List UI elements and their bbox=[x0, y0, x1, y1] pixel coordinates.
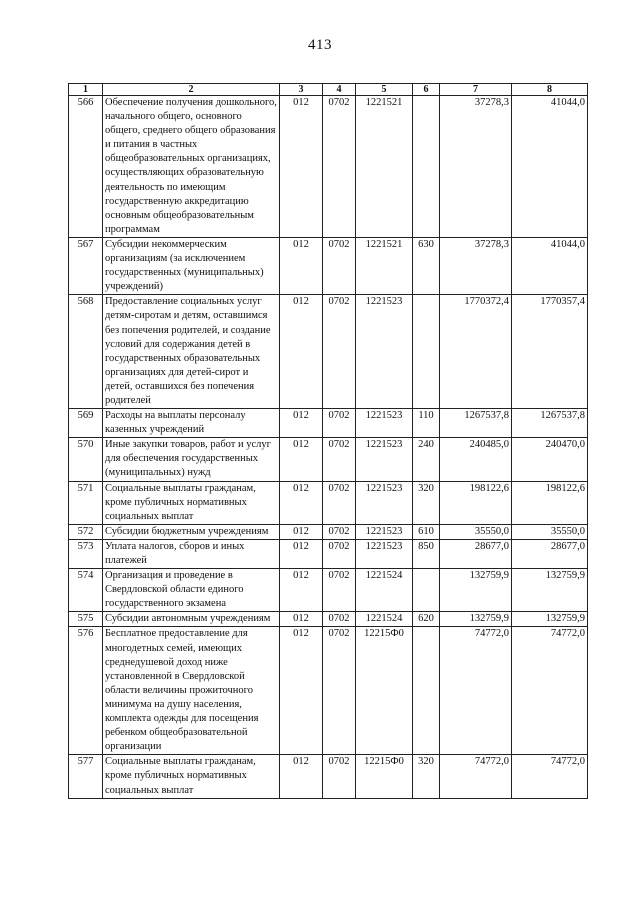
row-number: 572 bbox=[69, 524, 103, 539]
row-value-8: 28677,0 bbox=[512, 539, 588, 568]
row-number: 568 bbox=[69, 295, 103, 409]
row-code-5: 12215Ф0 bbox=[356, 755, 413, 798]
row-code-5: 1221521 bbox=[356, 96, 413, 238]
row-code-5: 1221521 bbox=[356, 237, 413, 294]
row-code-6: 630 bbox=[413, 237, 440, 294]
row-code-4: 0702 bbox=[323, 295, 356, 409]
row-number: 573 bbox=[69, 539, 103, 568]
row-code-6: 110 bbox=[413, 409, 440, 438]
row-code-3: 012 bbox=[280, 237, 323, 294]
row-code-3: 012 bbox=[280, 569, 323, 612]
row-code-3: 012 bbox=[280, 481, 323, 524]
row-value-8: 74772,0 bbox=[512, 627, 588, 755]
row-code-4: 0702 bbox=[323, 481, 356, 524]
row-value-8: 35550,0 bbox=[512, 524, 588, 539]
row-code-5: 12215Ф0 bbox=[356, 627, 413, 755]
row-code-3: 012 bbox=[280, 524, 323, 539]
row-code-4: 0702 bbox=[323, 409, 356, 438]
table-row bbox=[69, 539, 588, 568]
table-row bbox=[69, 612, 588, 627]
row-code-5: 1221524 bbox=[356, 569, 413, 612]
row-number: 566 bbox=[69, 96, 103, 238]
row-name: Организация и проведение в Свердловской области единого государственного экзамена bbox=[103, 569, 280, 612]
row-code-3: 012 bbox=[280, 96, 323, 238]
row-name: Субсидии некоммерческим организациям (за исключением государственных (муниципальных) учреждений) bbox=[103, 237, 280, 294]
row-value-7: 74772,0 bbox=[440, 627, 512, 755]
row-code-6 bbox=[413, 295, 440, 409]
header-col-6: 6 bbox=[413, 84, 440, 96]
row-code-3: 012 bbox=[280, 409, 323, 438]
row-name: Бесплатное предоставление для многодетных семей, имеющих среднедушевой доход ниже установленной в Свердловской области величины прожиточного минимума на душу населения, комплекта одежды для посещения ребенком общеобразовательной организации bbox=[103, 627, 280, 755]
row-code-5: 1221523 bbox=[356, 539, 413, 568]
header-col-8: 8 bbox=[512, 84, 588, 96]
row-value-8: 1267537,8 bbox=[512, 409, 588, 438]
table-row bbox=[69, 237, 588, 294]
row-value-7: 240485,0 bbox=[440, 438, 512, 481]
row-value-8: 240470,0 bbox=[512, 438, 588, 481]
row-value-7: 74772,0 bbox=[440, 755, 512, 798]
header-col-7: 7 bbox=[440, 84, 512, 96]
row-value-7: 132759,9 bbox=[440, 612, 512, 627]
header-col-1: 1 bbox=[69, 84, 103, 96]
row-code-6 bbox=[413, 96, 440, 238]
row-name: Социальные выплаты гражданам, кроме публичных нормативных социальных выплат bbox=[103, 481, 280, 524]
row-name: Субсидии бюджетным учреждениям bbox=[103, 524, 280, 539]
row-number: 574 bbox=[69, 569, 103, 612]
row-number: 570 bbox=[69, 438, 103, 481]
row-code-5: 1221523 bbox=[356, 295, 413, 409]
row-code-6 bbox=[413, 627, 440, 755]
row-code-4: 0702 bbox=[323, 524, 356, 539]
row-code-4: 0702 bbox=[323, 539, 356, 568]
row-code-4: 0702 bbox=[323, 627, 356, 755]
row-value-8: 132759,9 bbox=[512, 612, 588, 627]
row-name: Социальные выплаты гражданам, кроме публичных нормативных социальных выплат bbox=[103, 755, 280, 798]
header-col-2: 2 bbox=[103, 84, 280, 96]
row-code-4: 0702 bbox=[323, 569, 356, 612]
row-value-8: 41044,0 bbox=[512, 96, 588, 238]
table-row bbox=[69, 627, 588, 755]
header-col-4: 4 bbox=[323, 84, 356, 96]
row-code-5: 1221523 bbox=[356, 524, 413, 539]
row-name: Обеспечение получения дошкольного, начального общего, основного общего, среднего общего образования и питания в частных общеобразовательных организациях, осуществляющих образовательную деятельность по имеющим государственную аккредитацию основным общеобразовательным программам bbox=[103, 96, 280, 238]
header-col-3: 3 bbox=[280, 84, 323, 96]
row-number: 577 bbox=[69, 755, 103, 798]
row-code-4: 0702 bbox=[323, 96, 356, 238]
header-col-5: 5 bbox=[356, 84, 413, 96]
row-name: Расходы на выплаты персоналу казенных учреждений bbox=[103, 409, 280, 438]
row-code-5: 1221523 bbox=[356, 481, 413, 524]
row-value-8: 74772,0 bbox=[512, 755, 588, 798]
row-code-3: 012 bbox=[280, 612, 323, 627]
table-row bbox=[69, 96, 588, 238]
row-number: 567 bbox=[69, 237, 103, 294]
row-code-6: 850 bbox=[413, 539, 440, 568]
row-code-3: 012 bbox=[280, 627, 323, 755]
row-code-6 bbox=[413, 569, 440, 612]
row-code-6: 610 bbox=[413, 524, 440, 539]
row-value-7: 28677,0 bbox=[440, 539, 512, 568]
row-number: 569 bbox=[69, 409, 103, 438]
row-code-3: 012 bbox=[280, 539, 323, 568]
table-row bbox=[69, 524, 588, 539]
row-name: Иные закупки товаров, работ и услуг для обеспечения государственных (муниципальных) нужд bbox=[103, 438, 280, 481]
row-code-3: 012 bbox=[280, 755, 323, 798]
table-row bbox=[69, 295, 588, 409]
row-code-6: 320 bbox=[413, 481, 440, 524]
row-code-6: 620 bbox=[413, 612, 440, 627]
row-value-7: 1770372,4 bbox=[440, 295, 512, 409]
row-code-4: 0702 bbox=[323, 237, 356, 294]
row-value-7: 1267537,8 bbox=[440, 409, 512, 438]
row-value-7: 37278,3 bbox=[440, 237, 512, 294]
row-code-5: 1221523 bbox=[356, 409, 413, 438]
row-value-8: 1770357,4 bbox=[512, 295, 588, 409]
row-number: 575 bbox=[69, 612, 103, 627]
row-code-3: 012 bbox=[280, 295, 323, 409]
row-value-8: 41044,0 bbox=[512, 237, 588, 294]
table-row bbox=[69, 569, 588, 612]
row-code-3: 012 bbox=[280, 438, 323, 481]
row-value-8: 132759,9 bbox=[512, 569, 588, 612]
table-row bbox=[69, 438, 588, 481]
row-code-4: 0702 bbox=[323, 438, 356, 481]
row-number: 571 bbox=[69, 481, 103, 524]
row-code-4: 0702 bbox=[323, 612, 356, 627]
page-number: 413 bbox=[308, 37, 332, 53]
row-value-7: 37278,3 bbox=[440, 96, 512, 238]
table-row bbox=[69, 481, 588, 524]
row-value-8: 198122,6 bbox=[512, 481, 588, 524]
row-value-7: 198122,6 bbox=[440, 481, 512, 524]
row-value-7: 132759,9 bbox=[440, 569, 512, 612]
table-row bbox=[69, 409, 588, 438]
row-code-6: 320 bbox=[413, 755, 440, 798]
row-code-4: 0702 bbox=[323, 755, 356, 798]
row-number: 576 bbox=[69, 627, 103, 755]
budget-table bbox=[68, 83, 588, 799]
table-row bbox=[69, 755, 588, 798]
header-row bbox=[69, 84, 588, 96]
row-value-7: 35550,0 bbox=[440, 524, 512, 539]
row-code-5: 1221523 bbox=[356, 438, 413, 481]
row-name: Предоставление социальных услуг детям-сиротам и детям, оставшимся без попечения родителей, и создание условий для содержания детей в государственных образовательных организациях для детей-сирот и детей, оставшихся без попечения родителей bbox=[103, 295, 280, 409]
row-name: Уплата налогов, сборов и иных платежей bbox=[103, 539, 280, 568]
row-code-6: 240 bbox=[413, 438, 440, 481]
row-name: Субсидии автономным учреждениям bbox=[103, 612, 280, 627]
row-code-5: 1221524 bbox=[356, 612, 413, 627]
